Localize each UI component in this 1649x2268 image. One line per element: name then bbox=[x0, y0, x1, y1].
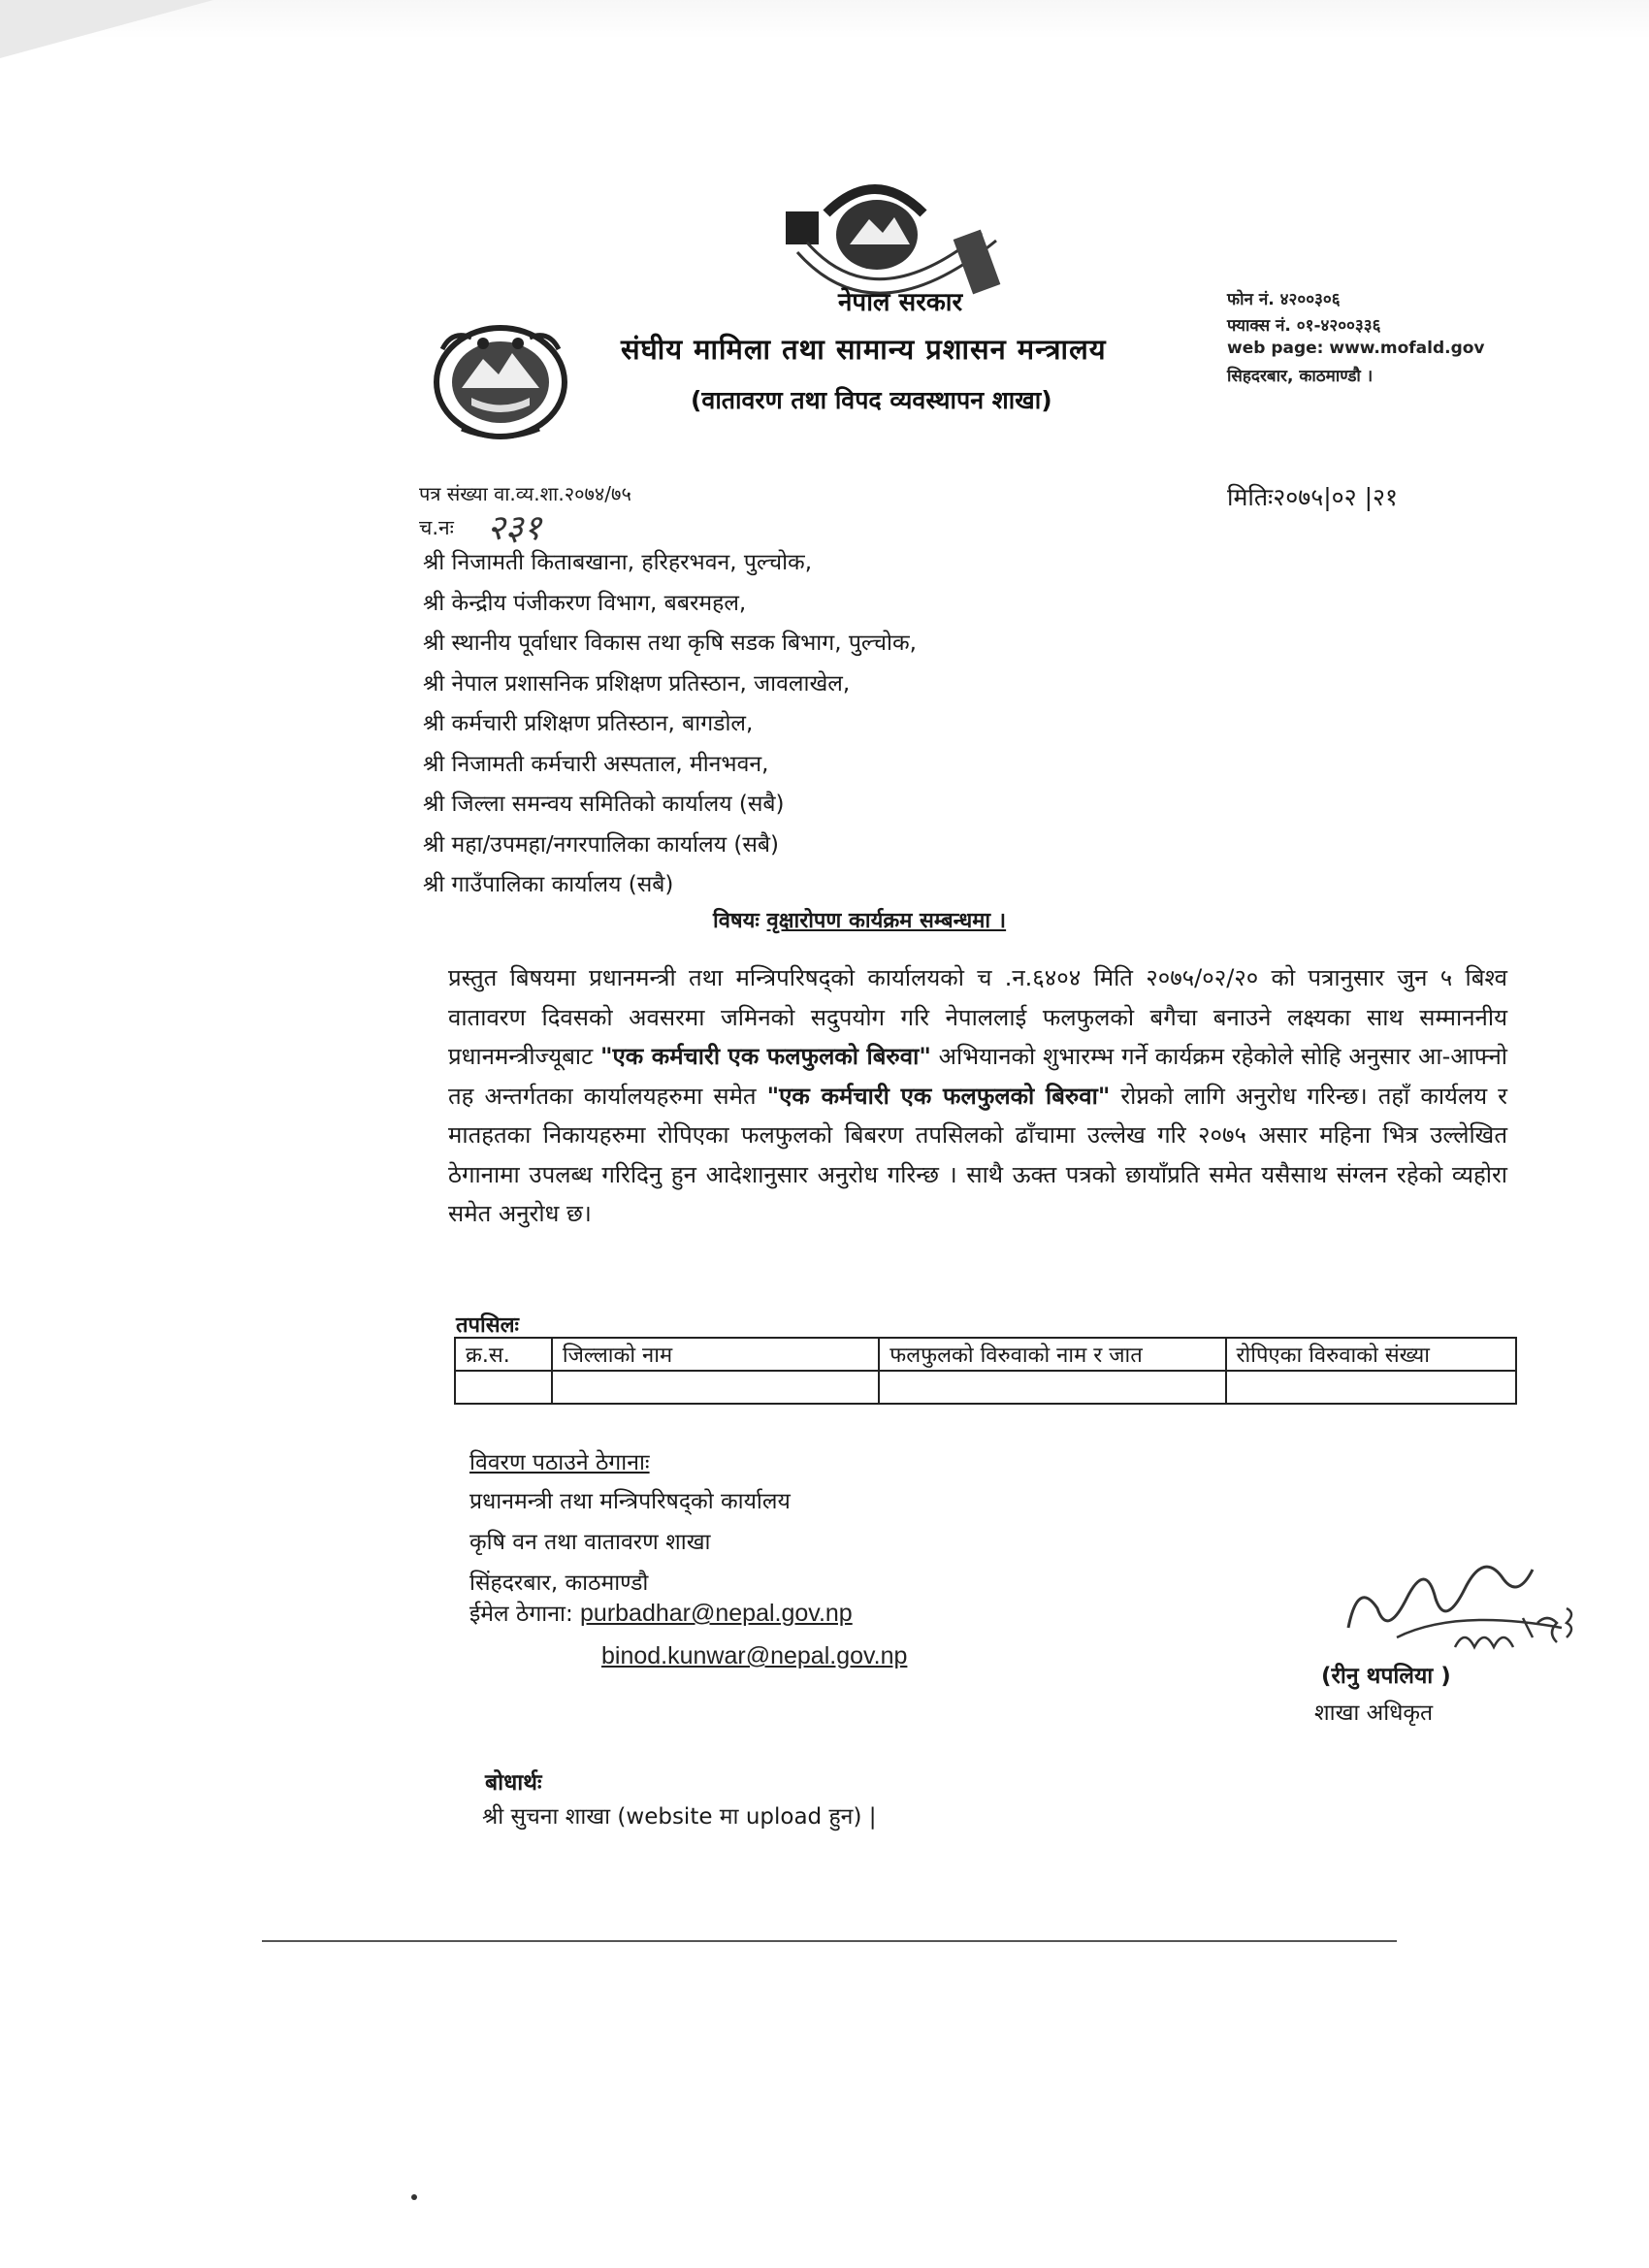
table-header-plant-name: फलफुलको विरुवाको नाम र जात bbox=[879, 1338, 1225, 1371]
subject-text: वृक्षारोपण कार्यक्रम सम्बन्धमा । bbox=[766, 909, 1007, 933]
body-paragraph bbox=[448, 958, 1507, 1234]
email-link-purbadhar[interactable]: purbadhar@nepal.gov.np bbox=[580, 1600, 853, 1627]
footer-rule bbox=[262, 1940, 1397, 1942]
recipient-item: श्री जिल्ला समन्वय समितिको कार्यालय (सबै) bbox=[423, 792, 785, 817]
recipient-item: श्री कर्मचारी प्रशिक्षण प्रतिस्ठान, बागडोल, bbox=[423, 711, 754, 736]
cc-line: श्री सुचना शाखा (website मा upload हुन) | bbox=[482, 1804, 877, 1830]
send-address-line: कृषि वन तथा वातावरण शाखा bbox=[469, 1530, 711, 1555]
chalan-label: च.नः bbox=[419, 516, 454, 539]
subject-label: विषयः bbox=[713, 909, 760, 933]
reference-number: पत्र संख्या वा.व्य.शा.२०७४/७५ bbox=[419, 482, 631, 505]
email-label: ईमेल ठेगाना: bbox=[469, 1602, 573, 1627]
table-header-serial: क्र.स. bbox=[455, 1338, 552, 1371]
detail-table bbox=[454, 1337, 1517, 1405]
recipient-item: श्री नेपाल प्रशासनिक प्रशिक्षण प्रतिस्ठान, जावलाखेल, bbox=[423, 670, 851, 697]
signatory-title: शाखा अधिकृत bbox=[1314, 1701, 1434, 1726]
body-text-2: अभियानको शुभारम्भ गर्ने कार्यक्रम रहेकोले सोहि अनुसार आ-आफ्नो तह अन्तर्गतका कार्यालयहरुमा समेत bbox=[448, 1043, 1507, 1110]
cc-heading: बोधार्थः bbox=[485, 1770, 542, 1796]
recipient-list bbox=[423, 543, 917, 906]
body-text-1: प्रस्तुत बिषयमा प्रधानमन्त्री तथा मन्त्रिपरिषद्को कार्यालयको च .न.६४०४ मिति २०७५/०२/२० को पत्रानुसार जुन ५ बिश्व वातावरण दिवसको अवसरमा जमिनको सदुपयोग गरि नेपाललाई फलफुलको बगैचा बनाउने लक्ष्यका साथ सम्माननीय प्रधानमन्त्रीज्यूबाट bbox=[448, 964, 1507, 1070]
table-header-row bbox=[455, 1338, 1516, 1371]
recipient-item: श्री स्थानीय पूर्वाधार विकास तथा कृषि सडक बिभाग, पुल्चोक, bbox=[423, 631, 917, 656]
send-address-line: सिंहदरबार, काठमाण्डौ bbox=[469, 1571, 649, 1596]
government-crest-stamp-icon bbox=[768, 175, 1020, 340]
send-address-heading: विवरण पठाउने ठेगानाः bbox=[469, 1450, 650, 1475]
ministry-title: संघीय मामिला तथा सामान्य प्रशासन मन्त्रालय bbox=[621, 333, 1107, 366]
contact-web: web page: www.mofald.gov bbox=[1227, 339, 1485, 358]
recipient-item: श्री महा/उपमहा/नगरपालिका कार्यालय (सबै) bbox=[423, 831, 779, 858]
body-text-3: रोप्नको लागि अनुरोध गरिन्छ। तहाँ कार्यलय र मातहतका निकायहरुमा रोपिएका फलफुलको बिबरण तपसिलको ढाँचामा उल्लेख गरि २०७५ असार महिना भित्र उल्लेखित ठेगानामा उपलब्ध गरिदिनु हुन आदेशानुसार अनुरोध गरिन्छ । साथै ऊक्त पत्रको छायाँप्रति समेत यसैसाथ संग्लन रहेको व्यहोरा समेत अनुरोध छ। bbox=[448, 1082, 1507, 1227]
crest-label: नेपाल सरकार bbox=[838, 288, 963, 317]
letter-date: मितिः२०७५|०२ |२१ bbox=[1227, 483, 1398, 511]
table-row bbox=[455, 1371, 1516, 1404]
table-label: तपसिलः bbox=[456, 1313, 519, 1338]
nepal-emblem-icon bbox=[423, 320, 578, 441]
table-header-district: जिल्लाको नाम bbox=[552, 1338, 879, 1371]
email-row bbox=[469, 1597, 853, 1628]
contact-fax: फ्याक्स नं. ०१-४२००३३६ bbox=[1227, 316, 1381, 336]
recipient-item: श्री गाउँपालिका कार्यालय (सबै) bbox=[423, 872, 674, 897]
send-address-lines bbox=[469, 1481, 791, 1604]
table-cell bbox=[879, 1371, 1225, 1404]
email-link-binod[interactable]: binod.kunwar@nepal.gov.np bbox=[601, 1642, 908, 1669]
table-cell bbox=[1226, 1371, 1516, 1404]
contact-phone: फोन नं. ४२००३०६ bbox=[1227, 290, 1341, 309]
campaign-name-1: "एक कर्मचारी एक फलफुलको बिरुवा" bbox=[600, 1043, 931, 1070]
subject-line bbox=[713, 905, 1006, 934]
recipient-item: श्री निजामती किताबखाना, हरिहरभवन, पुल्चोक, bbox=[423, 550, 813, 575]
scan-mark bbox=[411, 2194, 417, 2200]
send-address-line: प्रधानमन्त्री तथा मन्त्रिपरिषद्को कार्यालय bbox=[469, 1489, 791, 1514]
table-cell bbox=[552, 1371, 879, 1404]
signatory-name: (रीनु थपलिया ) bbox=[1321, 1664, 1451, 1689]
branch-title: (वातावरण तथा विपद व्यवस्थापन शाखा) bbox=[691, 386, 1052, 414]
table-cell bbox=[455, 1371, 552, 1404]
chalan-number: २३१ bbox=[487, 508, 542, 548]
campaign-name-2: "एक कर्मचारी एक फलफुलको बिरुवा" bbox=[766, 1082, 1111, 1110]
recipient-item: श्री निजामती कर्मचारी अस्पताल, मीनभवन, bbox=[423, 751, 769, 777]
recipient-item: श्री केन्द्रीय पंजीकरण विभाग, बबरमहल, bbox=[423, 590, 747, 616]
table-header-plant-count: रोपिएका विरुवाको संख्या bbox=[1226, 1338, 1516, 1371]
handwritten-signature bbox=[1339, 1540, 1591, 1657]
scan-corner-fold bbox=[0, 0, 213, 58]
contact-address: सिहदरबार, काठमाण्डौ । bbox=[1227, 367, 1374, 386]
